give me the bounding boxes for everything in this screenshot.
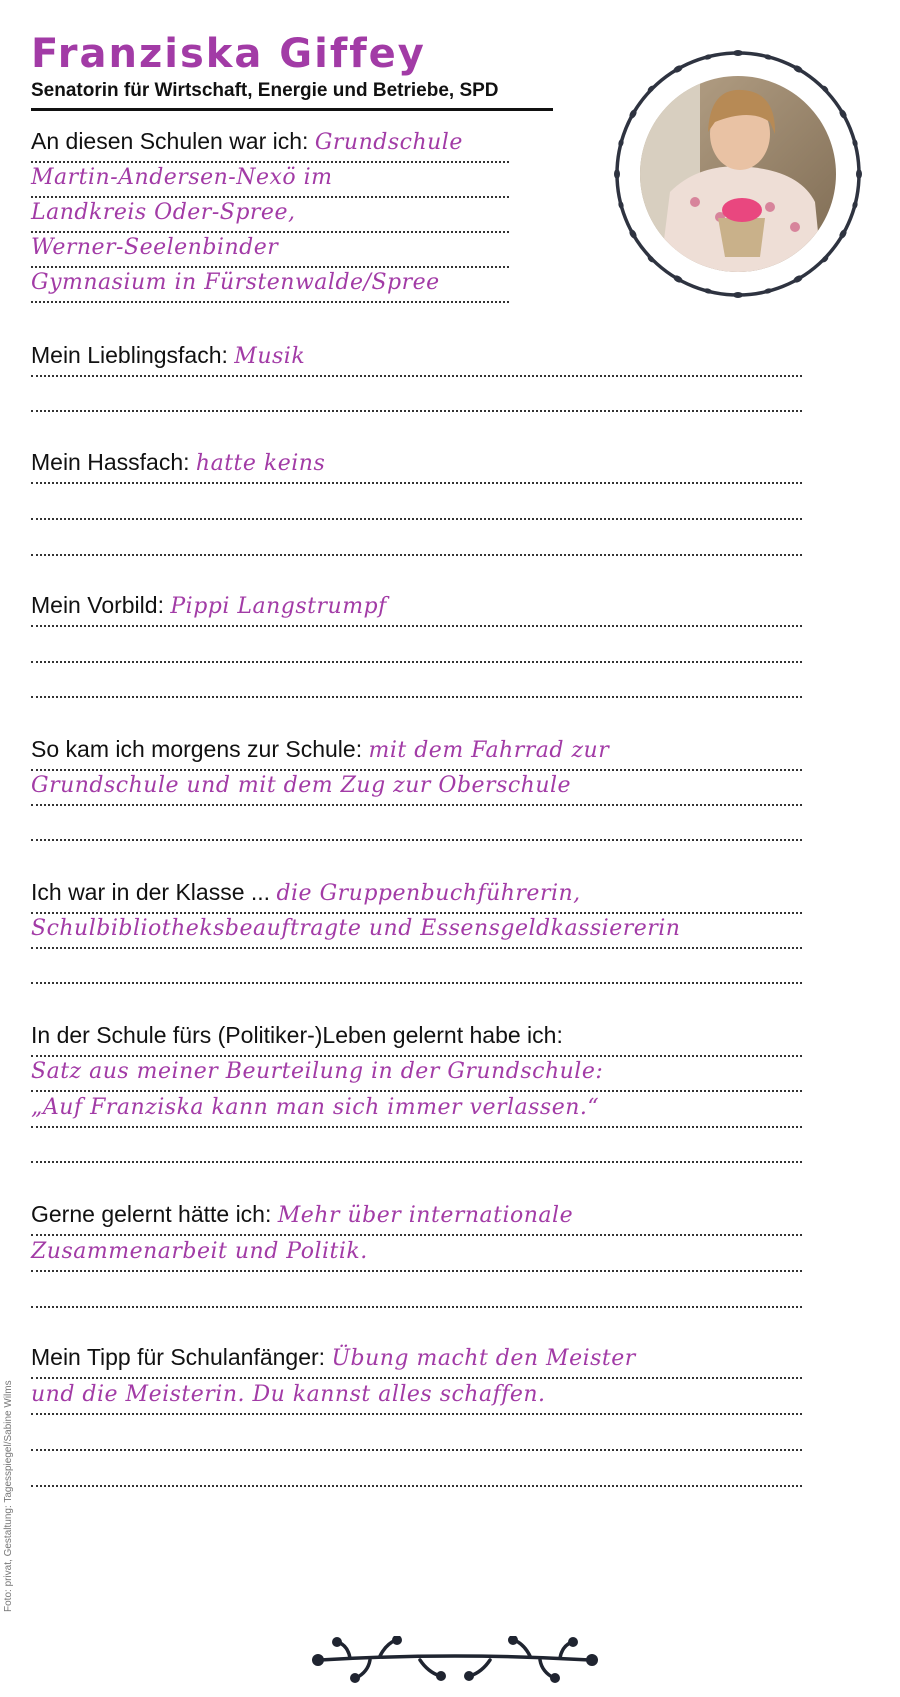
class-role-line-3 (31, 945, 802, 984)
wish-learned-answer-line-2: Zusammenarbeit und Politik. (31, 1239, 368, 1264)
photo-credit: Foto: privat, Gestaltung: Tagesspiegel/Sabine Wilms (3, 1380, 14, 1612)
life-lesson-answer-line-2: „Auf Franziska kann man sich immer verlassen.“ (31, 1095, 600, 1120)
class-role-line-1 (31, 875, 802, 914)
person-name: Franziska Giffey (31, 31, 426, 77)
portrait-photo (600, 42, 876, 306)
commute-answer-line-2: Grundschule und mit dem Zug zur Oberschule (31, 773, 572, 798)
schools-line-4 (31, 229, 509, 268)
role-model-line-3 (31, 659, 802, 698)
commute-answer-line-1: mit dem Fahrrad zur (368, 738, 610, 763)
schools-answer-line-3: Landkreis Oder-Spree, (31, 200, 296, 225)
vine-ornament-icon (310, 1636, 600, 1684)
favorite-subject-line-2 (31, 373, 802, 412)
hated-subject-line-3 (31, 517, 802, 556)
portrait-frame (600, 42, 876, 306)
favorite-subject-line-1 (31, 338, 802, 377)
schools-label: An diesen Schulen war ich: (31, 128, 309, 154)
tip-label: Mein Tipp für Schulanfänger: (31, 1344, 326, 1370)
tip-line-2 (31, 1376, 802, 1415)
role-model-line-1 (31, 588, 802, 627)
class-role-answer-line-2: Schulbibliotheksbeauftragte und Essensgeldkassiererin (31, 916, 681, 941)
class-role-label: Ich war in der Klasse ... (31, 879, 271, 905)
wish-learned-line-1 (31, 1197, 802, 1236)
life-lesson-answer-line-1: Satz aus meiner Beurteilung in der Grundschule: (31, 1059, 604, 1084)
life-lesson-line-3 (31, 1089, 802, 1128)
tip-answer-line-1: Übung macht den Meister (331, 1346, 636, 1371)
schools-line-2 (31, 159, 509, 198)
commute-line-2 (31, 767, 802, 806)
schools-line-1 (31, 124, 509, 163)
hated-subject-answer: hatte keins (195, 451, 326, 476)
wish-learned-label: Gerne gelernt hätte ich: (31, 1201, 272, 1227)
person-title: Senatorin für Wirtschaft, Energie und Betriebe, SPD (31, 80, 499, 101)
role-model-label: Mein Vorbild: (31, 592, 164, 618)
schools-answer-line-1: Grundschule (314, 130, 463, 155)
life-lesson-line-1 (31, 1018, 802, 1057)
title-underline (31, 108, 553, 111)
hated-subject-line-1 (31, 445, 802, 484)
wish-learned-answer-line-1: Mehr über internationale (277, 1203, 574, 1228)
hated-subject-label: Mein Hassfach: (31, 449, 190, 475)
tip-line-1 (31, 1340, 802, 1379)
class-role-answer-line-1: die Gruppenbuchführerin, (276, 881, 581, 906)
class-role-line-2 (31, 910, 802, 949)
commute-line-3 (31, 802, 802, 841)
schools-line-3 (31, 194, 509, 233)
wish-learned-line-3 (31, 1269, 802, 1308)
role-model-answer: Pippi Langstrumpf (170, 594, 387, 619)
favorite-subject-answer: Musik (234, 344, 306, 369)
life-lesson-label: In der Schule fürs (Politiker-)Leben gelernt habe ich: (31, 1022, 563, 1048)
tip-answer-line-2: und die Meisterin. Du kannst alles schaffen. (31, 1382, 546, 1407)
life-lesson-line-4 (31, 1124, 802, 1163)
schools-answer-line-5: Gymnasium in Fürstenwalde/Spree (31, 270, 440, 295)
commute-label: So kam ich morgens zur Schule: (31, 736, 363, 762)
schools-answer-line-2: Martin-Andersen-Nexö im (31, 165, 333, 190)
commute-line-1 (31, 732, 802, 771)
role-model-line-2 (31, 624, 802, 663)
schools-line-5 (31, 264, 509, 303)
tip-line-3 (31, 1412, 802, 1451)
wish-learned-line-2 (31, 1233, 802, 1272)
hated-subject-line-2 (31, 481, 802, 520)
tip-line-4 (31, 1448, 802, 1487)
life-lesson-line-2 (31, 1053, 802, 1092)
favorite-subject-label: Mein Lieblingsfach: (31, 342, 228, 368)
schools-answer-line-4: Werner-Seelenbinder (31, 235, 279, 260)
